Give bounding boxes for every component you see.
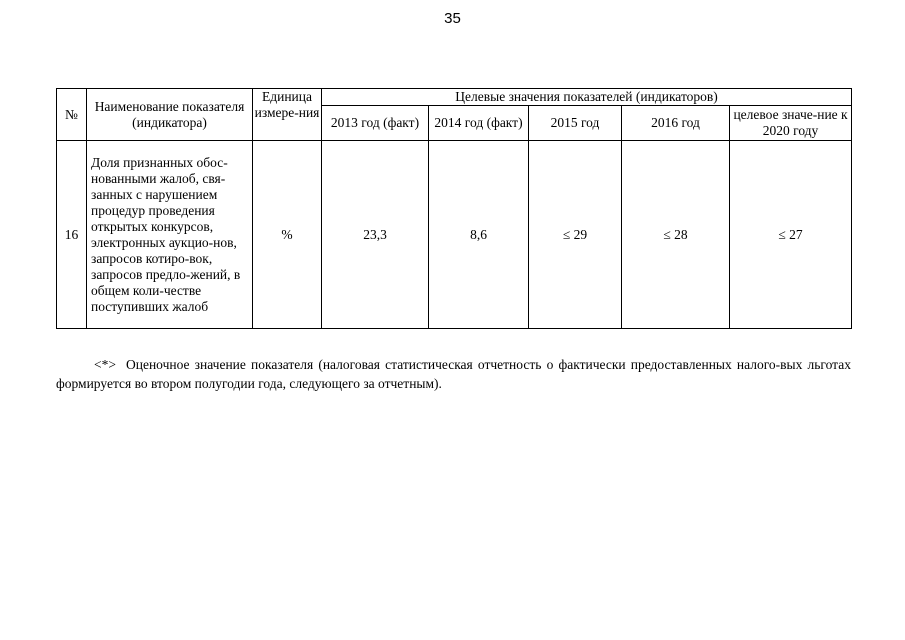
header-year-2014: 2014 год (факт) [429,106,529,141]
footnote-marker: <*> [94,357,116,372]
value-2020-target: ≤ 27 [730,141,852,329]
header-target-values: Целевые значения показателей (индикаторов) [322,89,852,106]
page-number: 35 [444,10,461,27]
header-indicator-name: Наименование показателя (индикатора) [87,89,253,141]
table-row [57,141,852,329]
value-2016: ≤ 28 [622,141,730,329]
footnote [56,356,851,393]
value-2014: 8,6 [429,141,529,329]
row-unit: % [253,141,322,329]
header-year-2013: 2013 год (факт) [322,106,429,141]
header-unit: Единица измере-ния [253,89,322,141]
value-2013: 23,3 [322,141,429,329]
value-2015: ≤ 29 [529,141,622,329]
header-year-2015: 2015 год [529,106,622,141]
header-row-1 [57,89,852,106]
row-num: 16 [57,141,87,329]
header-year-2016: 2016 год [622,106,730,141]
row-indicator-name: Доля признанных обос-нованными жалоб, свя-занных с нарушением процедур проведения открытых конкурсов, электронных аукцио-нов, запросов котиро-вок, запросов предло-жений, в общем коли-честве поступивших жалоб [87,141,253,329]
footnote-text: Оценочное значение показателя (налоговая статистическая отчетность о фактически предоставленных налого-вых льготах формируется во втором полугодии года, следующего за отчетным). [56,357,851,391]
header-num: № [57,89,87,141]
header-target-2020: целевое значе-ние к 2020 году [730,106,852,141]
indicators-table [56,88,852,329]
